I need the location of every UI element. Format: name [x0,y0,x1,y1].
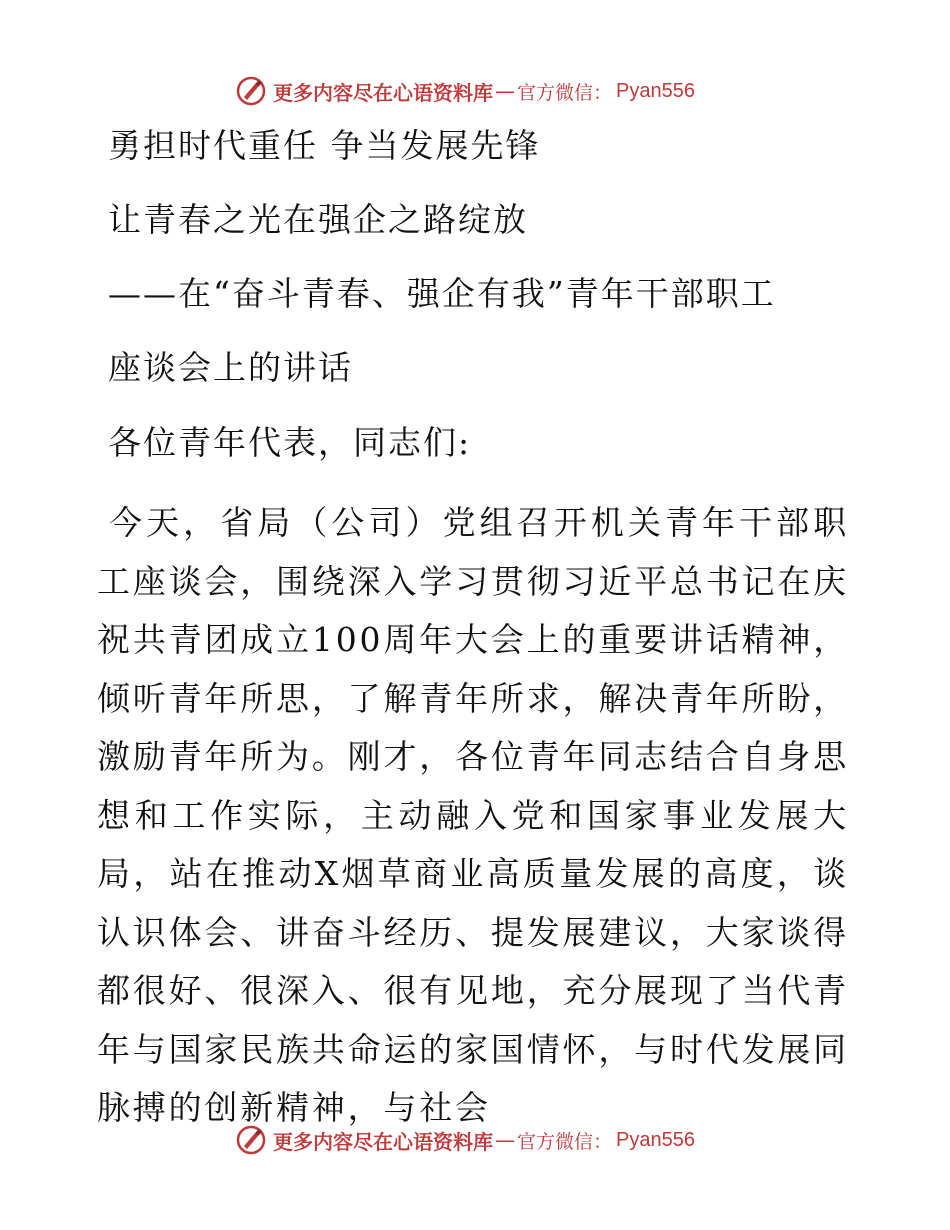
watermark-id: Pyan556 [616,1128,695,1151]
logo-icon [235,1124,267,1156]
watermark-header [235,73,695,109]
watermark-footer [235,1122,695,1158]
watermark-dash: — [495,1128,515,1152]
watermark-label: 官方微信： [517,1130,613,1153]
watermark-dash: — [495,79,515,103]
salutation: 各位青年代表，同志们: [108,423,472,462]
watermark-main-text: 更多内容尽在心语资料库 [273,80,493,105]
watermark-label: 官方微信： [517,81,613,104]
watermark-id: Pyan556 [616,79,695,102]
title-line-2: 让青春之光在强企之路绽放 [108,200,528,239]
subtitle-line-2: 座谈会上的讲话 [108,348,353,387]
logo-icon [235,75,267,107]
subtitle-line-1: ——在“奋斗青春、强企有我”青年干部职工 [108,274,776,313]
watermark-main-text: 更多内容尽在心语资料库 [273,1129,493,1154]
title-line-1: 勇担时代重任 争当发展先锋 [108,126,541,165]
body-paragraph: 今天，省局（公司）党组召开机关青年干部职工座谈会，围绕深入学习贯彻习近平总书记在庆祝共青团成立100周年大会上的重要讲话精神，倾听青年所思，了解青年所求，解决青年所盼，激励青年所为。刚才，各位青年同志结合自身思想和工作实际，主动融入党和国家事业发展大局，站在推动X烟草商业高质量发展的高度，谈认识体会、讲奋斗经历、提发展建议，大家谈得都很好、很深入、很有见地，充分展现了当代青年与国家民族共命运的家国情怀，与时代发展同脉搏的创新精神，与社会 [97,503,849,1127]
